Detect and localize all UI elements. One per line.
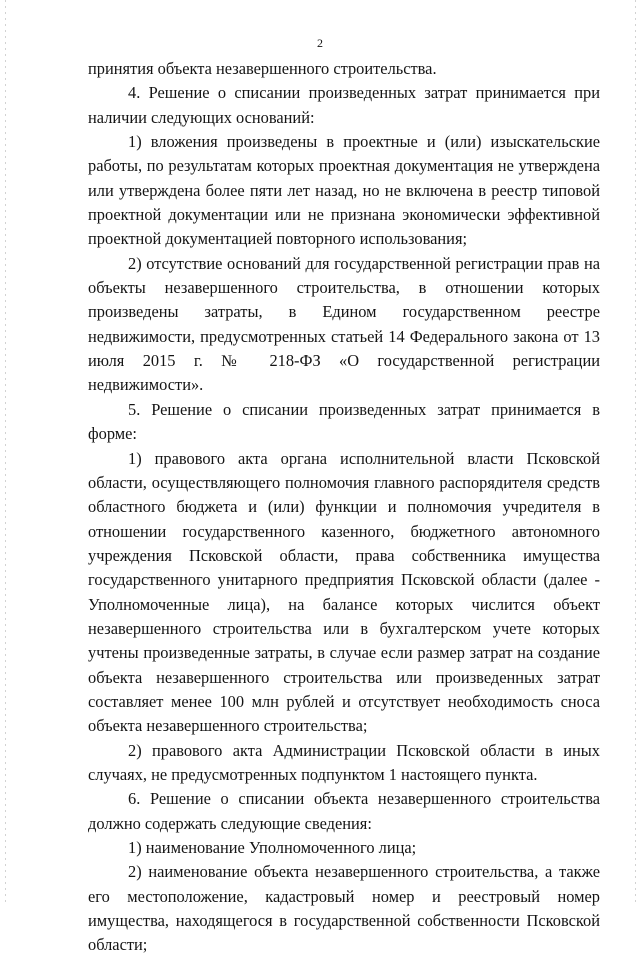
paragraph-item-4: 4. Решение о списании произведенных затрат принимается при наличии следующих оснований: xyxy=(88,83,600,127)
page-number: 2 xyxy=(317,36,323,50)
paragraph-item-5-2: 2) правового акта Администрации Псковской области в иных случаях, не предусмотренных подпунктом 1 настоящего пункта. xyxy=(88,740,600,784)
paragraph-item-5-1: 1) правового акта органа исполнительной власти Псковской области, осуществляющего полномочия главного распорядителя средств областного бюджета и (или) функции и полномочия учредителя в отношении государственного казенного, бюджетного автономного учреждения Псковской области, права собственника имущества государственного унитарного предприятия Псковской области (далее - Уполномоченные лица), на балансе которых числится объект незавершенного строительства или в бухгалтерском учете которых учтены произведенные затраты, в случае если размер затрат на создание объекта незавершенного строительства или произведенных затрат составляет менее 100 млн рублей и отсутствует необходимость сноса объекта незавершенного строительства; xyxy=(88,448,600,736)
paragraph-item-6: 6. Решение о списании объекта незавершенного строительства должно содержать следующие сведения: xyxy=(88,789,600,833)
paragraph-item-6-2: 2) наименование объекта незавершенного строительства, а также его местоположение, кадастровый номер и реестровый номер имущества, находящегося в государственной собственности Псковской области; xyxy=(88,862,600,955)
paragraph-continuation: принятия объекта незавершенного строительства. xyxy=(88,59,437,78)
paragraph-item-5: 5. Решение о списании произведенных затрат принимается в форме: xyxy=(88,399,600,444)
paragraph-item-4-2: 2) отсутствие оснований для государственной регистрации прав на объекты незавершенного строительства, в отношении которых произведены затраты, в Едином государственном реестре недвижимости, предусмотренных статьей 14 Федерального закона от 13 июля 2015 г. № 218-ФЗ «О государственной регистрации недвижимости». xyxy=(88,253,600,395)
scan-edge-right xyxy=(635,0,636,905)
paragraph-item-4-1: 1) вложения произведены в проектные и (или) изыскательские работы, по результатам которых проектная документация не утверждена или утверждена более пяти лет назад, но не включена в реестр типовой проектной документации или не признана экономически эффективной проектной документацией повторного использования; xyxy=(88,132,600,249)
paragraph-item-6-1: 1) наименование Уполномоченного лица; xyxy=(128,838,417,857)
document-body xyxy=(88,57,600,958)
scan-edge-left xyxy=(5,0,6,905)
